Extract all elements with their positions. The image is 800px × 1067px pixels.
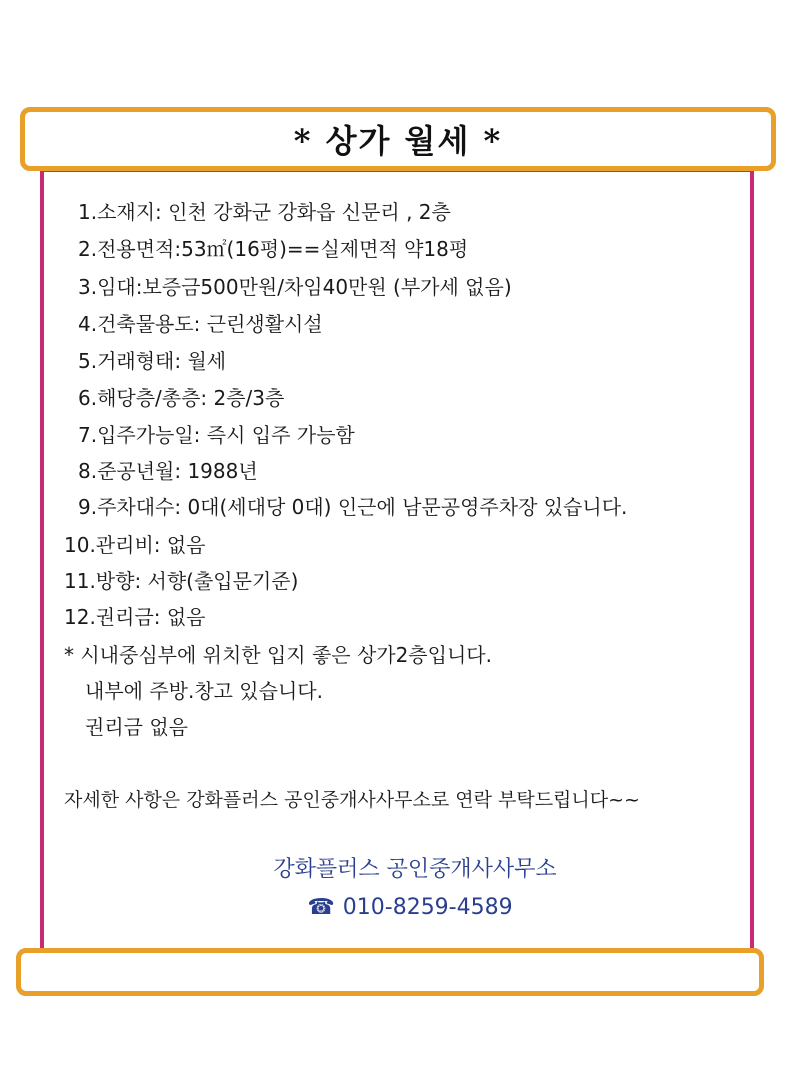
phone-icon: ☎ <box>307 895 335 920</box>
page-title: * 상가 월세 * <box>293 122 503 160</box>
note-premium: 권리금 없음 <box>85 715 188 739</box>
item-premium: 12.권리금: 없음 <box>64 605 206 629</box>
item-completion: 8.준공년월: 1988년 <box>78 459 258 483</box>
item-building-use: 4.건축물용도: 근린생활시설 <box>78 312 323 336</box>
item-location: 1.소재지: 인천 강화군 강화읍 신문리 , 2층 <box>78 200 451 224</box>
office-name: 강화플러스 공인중개사사무소 <box>273 857 557 882</box>
item-parking: 9.주차대수: 0대(세대당 0대) 인근에 남문공영주차장 있습니다. <box>78 495 628 519</box>
note-location: * 시내중심부에 위치한 입지 좋은 상가2층입니다. <box>64 643 492 667</box>
item-area: 2.전용면적:53㎡(16평)==실제면적 약18평 <box>78 237 469 261</box>
bottom-banner <box>16 948 764 996</box>
phone-number[interactable]: 010-8259-4589 <box>342 895 513 920</box>
contact-message: 자세한 사항은 강화플러스 공인중개사사무소로 연락 부탁드립니다~~ <box>64 789 640 811</box>
phone-line <box>0 895 800 920</box>
item-rent: 3.임대:보증금500만원/차임40만원 (부가세 없음) <box>78 275 512 299</box>
item-direction: 11.방향: 서향(출입문기준) <box>64 569 299 593</box>
note-interior: 내부에 주방.창고 있습니다. <box>85 679 323 703</box>
item-floor: 6.해당층/총층: 2층/3층 <box>78 386 285 410</box>
item-management-fee: 10.관리비: 없음 <box>64 533 206 557</box>
item-deal-type: 5.거래형태: 월세 <box>78 349 227 373</box>
item-move-in: 7.입주가능일: 즉시 입주 가능함 <box>78 423 355 447</box>
